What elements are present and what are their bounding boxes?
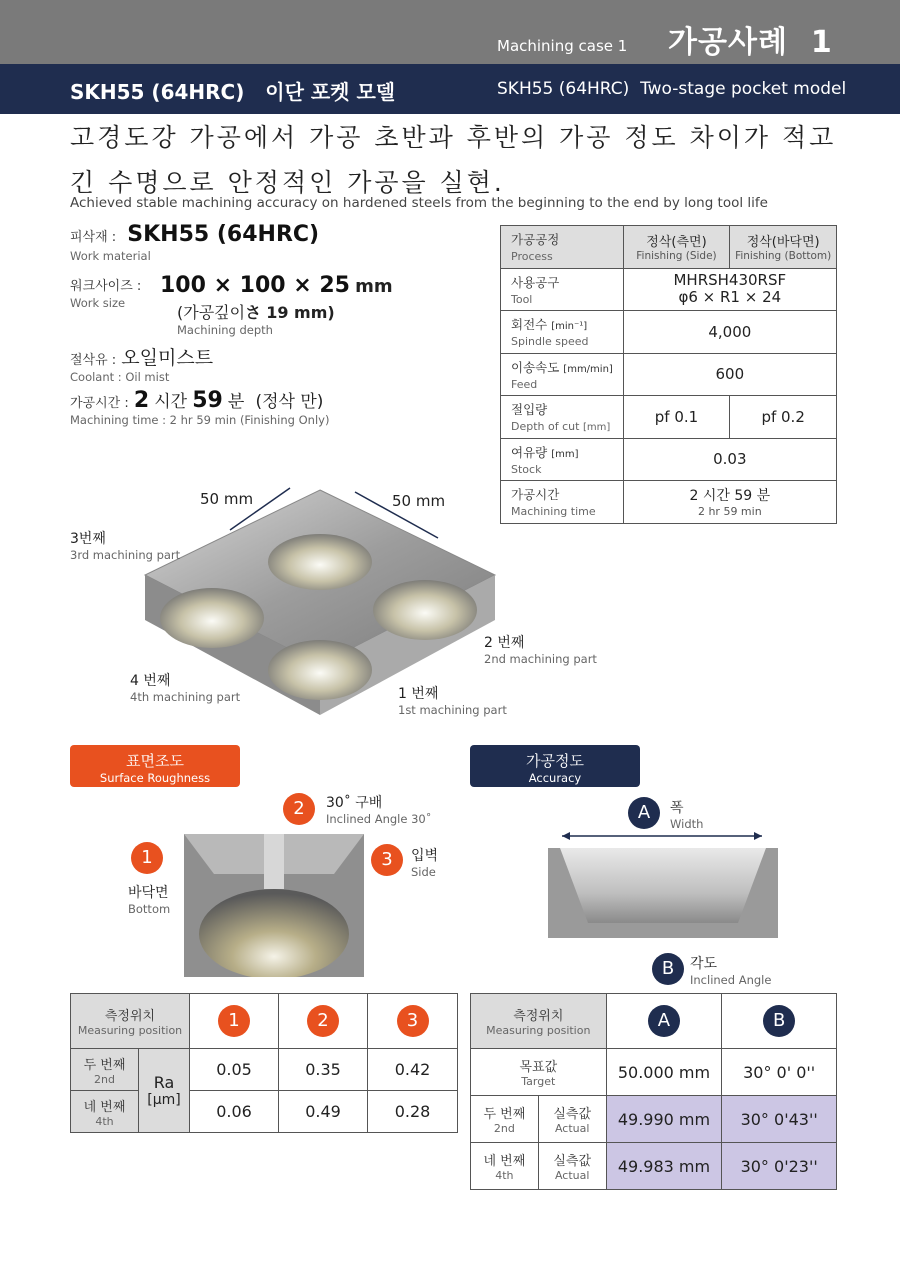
roughness-photo xyxy=(184,834,364,977)
marker-3: 3 xyxy=(371,844,403,876)
headline-english: Achieved stable machining accuracy on hardened steels from the beginning to the end by long tool life xyxy=(70,195,768,211)
marker-2: 2 xyxy=(283,793,315,825)
table-row: 가공공정 Process 정삭(측면) Finishing (Side) 정삭(바닥면) Finishing (Bottom) xyxy=(501,226,837,269)
accuracy-photo xyxy=(548,828,778,938)
headline-line-1: 고경도강 가공에서 가공 초반과 후반의 가공 정도 차이가 적고 xyxy=(70,123,837,152)
part-2-label: 2 번째 2nd machining part xyxy=(484,635,597,666)
table-row: 네 번째 4th 0.06 0.49 0.28 xyxy=(71,1091,458,1133)
spec-work-size: 워크사이즈 : Work size xyxy=(70,279,142,310)
roughness-table xyxy=(70,993,458,1133)
side-label: 입벽 Side xyxy=(411,848,439,879)
table-row: 목표값 Target 50.000 mm 30° 0' 0'' xyxy=(471,1049,837,1096)
spec-machining-time: 가공시간 : 2 시간 59 분 (정삭 만) Machining time : 2 hr 59 min (Finishing Only) xyxy=(70,388,330,427)
table-row: 이송속도 [mm/min] Feed 600 xyxy=(501,353,837,396)
case-label-ko: 가공사례 1 xyxy=(668,25,833,60)
headline-line-2: 긴 수명으로 안정적인 가공을 실현. xyxy=(70,168,505,197)
table-row: 측정위치 Measuring position A B xyxy=(471,994,837,1049)
marker-b: B xyxy=(652,953,684,985)
table-row: 가공시간 Machining time 2 시간 59 분 2 hr 59 min xyxy=(501,481,837,524)
table-row: 회전수 [min⁻¹] Spindle speed 4,000 xyxy=(501,311,837,354)
width-label: 폭 Width xyxy=(670,800,704,831)
surface-roughness-header: 표면조도 Surface Roughness xyxy=(70,745,240,787)
inclined-angle-label: 각도 Inclined Angle xyxy=(690,956,772,987)
bottom-label: 바닥면 Bottom xyxy=(128,885,171,916)
process-table xyxy=(500,225,837,524)
part-3-label: 3번째 3rd machining part xyxy=(70,531,181,562)
marker-a: A xyxy=(628,797,660,829)
table-row: 네 번째 4th 실측값 Actual 49.983 mm 30° 0'23'' xyxy=(471,1143,837,1190)
top-banner xyxy=(0,0,900,64)
accuracy-header: 가공정도 Accuracy xyxy=(470,745,640,787)
accuracy-table xyxy=(470,993,837,1190)
marker-1: 1 xyxy=(131,842,163,874)
spec-work-size-value: 100 × 100 × 25 mm xyxy=(160,273,393,298)
table-row: 두 번째 2nd 실측값 Actual 49.990 mm 30° 0'43'' xyxy=(471,1096,837,1143)
table-row: 여유량 [mm] Stock 0.03 xyxy=(501,438,837,481)
case-label-en: Machining case 1 xyxy=(497,37,628,55)
part-1-label: 1 번째 1st machining part xyxy=(398,686,507,717)
angle-label: 30˚ 구배 Inclined Angle 30˚ xyxy=(326,795,432,826)
spec-depth: (가공깊이さ 19 mm) Machining depth xyxy=(177,303,335,337)
spec-material: 피삭재 : SKH55 (64HRC) Work material xyxy=(70,222,320,263)
dimension-label-1: 50 mm xyxy=(200,490,254,508)
model-title-ko: SKH55 (64HRC) 이단 포켓 모델 xyxy=(70,80,396,104)
table-row: 절입량 Depth of cut [mm] pf 0.1 pf 0.2 xyxy=(501,396,837,439)
model-bar xyxy=(0,64,900,114)
model-title-en: SKH55 (64HRC) Two-stage pocket model xyxy=(497,79,847,99)
table-row: 사용공구 Tool MHRSH430RSF φ6 × R1 × 24 xyxy=(501,268,837,311)
dimension-label-2: 50 mm xyxy=(392,492,446,510)
spec-coolant: 절삭유 : 오일미스트 Coolant : Oil mist xyxy=(70,347,214,384)
table-row: 두 번째 2nd Ra [μm] 0.05 0.35 0.42 xyxy=(71,1049,458,1091)
table-row: 측정위치 Measuring position 1 2 3 xyxy=(71,994,458,1049)
part-4-label: 4 번째 4th machining part xyxy=(130,673,241,704)
